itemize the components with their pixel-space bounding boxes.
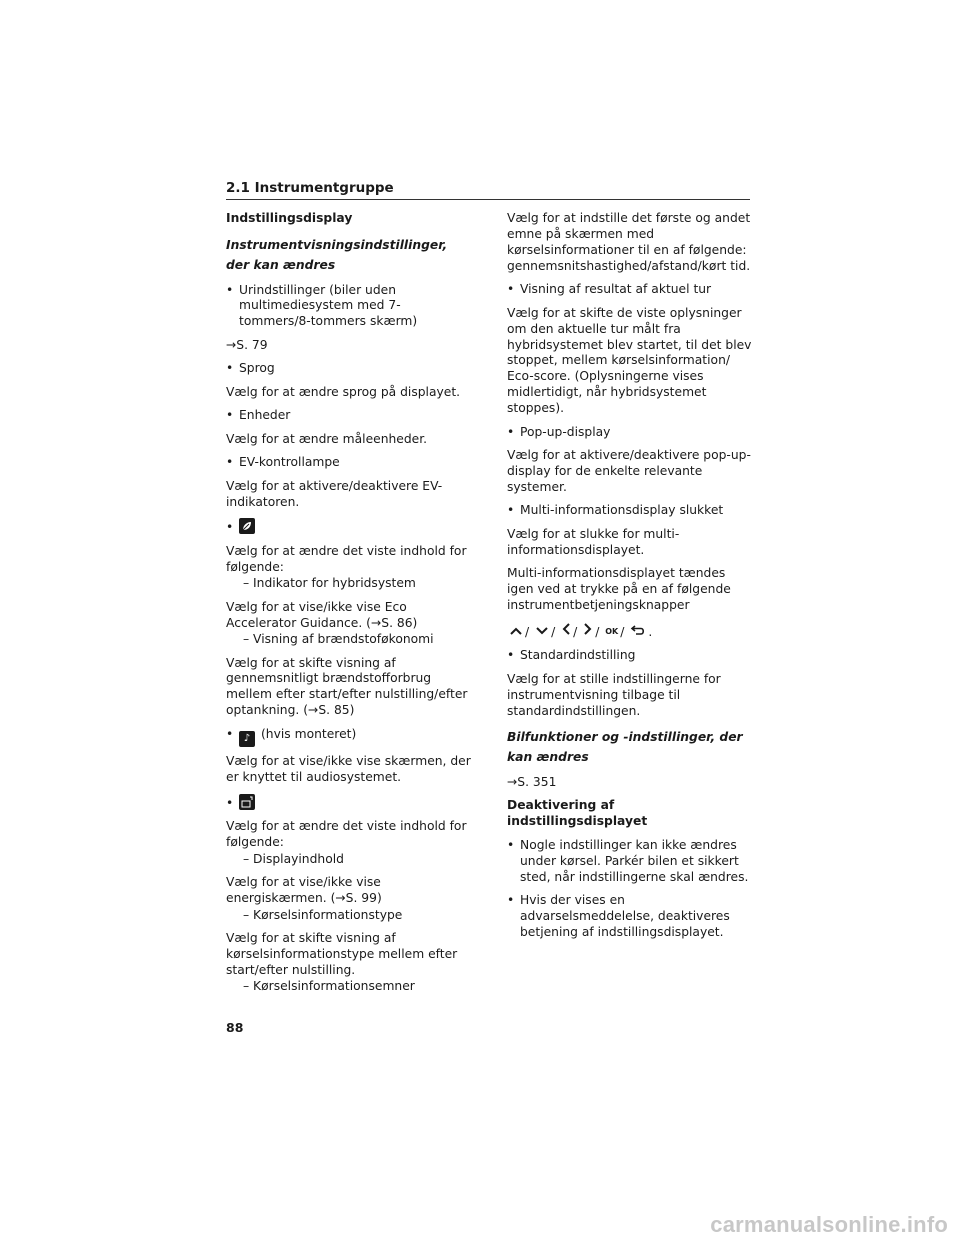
paragraph: Vælg for at ændre det viste indhold for følgende: bbox=[226, 819, 467, 850]
paragraph: Vælg for at stille indstillingerne for instrumentvisning tilbage til standardindstillingen. bbox=[507, 671, 721, 718]
list-item: • Sprog bbox=[226, 361, 275, 376]
paragraph: Vælg for at ændre måleenheder. bbox=[226, 431, 428, 446]
down-arrow-icon bbox=[535, 625, 549, 641]
up-arrow-icon bbox=[509, 625, 523, 641]
back-arrow-icon bbox=[630, 624, 646, 641]
sub-item: – Displayindhold bbox=[243, 851, 344, 866]
paragraph: Vælg for at vise/ikke vise Eco Accelerator Guidance. (→S. 86) bbox=[226, 599, 418, 630]
sub-item: – Kørselsinformationsemner bbox=[243, 979, 415, 994]
list-item: • Hvis der vises en advarselsmeddelelse, deaktiveres betjening af indstillingsdisplayet. bbox=[507, 893, 730, 940]
list-item: • ♪ (hvis monteret) bbox=[226, 727, 472, 747]
paragraph: Multi-informationsdisplayet tændes igen ved at trykke på en af følgende instrumentbetjeningsknapper bbox=[507, 566, 731, 613]
left-arrow-icon bbox=[561, 622, 571, 641]
list-item: • Standardindstilling bbox=[507, 648, 636, 663]
list-item: • Urindstillinger (biler uden multimediesystem med 7-tommers/8-tommers skærm) bbox=[226, 282, 418, 329]
left-column bbox=[226, 211, 472, 1003]
list-item: • Nogle indstillinger kan ikke ændres under kørsel. Parkér bilen et sikkert sted, når indstillingerne skal ændres. bbox=[507, 837, 749, 884]
paragraph: Vælg for at aktivere/deaktivere EV-indikatoren. bbox=[226, 478, 443, 509]
subheading-vehicle-functions: Bilfunktioner og -indstillinger, der kan ændres bbox=[507, 730, 743, 764]
list-item: • bbox=[226, 518, 472, 536]
ok-button-label: OK bbox=[605, 626, 619, 636]
list-item: • Multi-informationsdisplay slukket bbox=[507, 503, 724, 518]
sub-item: – Kørselsinformationstype bbox=[243, 907, 403, 922]
list-item: • Visning af resultat af aktuel tur bbox=[507, 282, 712, 297]
page-reference: →S. 79 bbox=[226, 337, 268, 352]
paragraph: Vælg for at ændre sprog på displayet. bbox=[226, 384, 461, 399]
right-arrow-icon bbox=[583, 622, 593, 641]
paragraph: Vælg for at vise/ikke vise energiskærmen. (→S. 99) bbox=[226, 875, 382, 906]
music-note-icon: ♪ bbox=[239, 731, 255, 747]
list-item: • EV-kontrollampe bbox=[226, 455, 340, 470]
list-item: • Enheder bbox=[226, 408, 291, 423]
energy-screen-icon bbox=[239, 794, 255, 810]
page-number: 88 bbox=[226, 1020, 244, 1035]
section-header: 2.1 Instrumentgruppe bbox=[226, 180, 750, 200]
paragraph: Vælg for at indstille det første og andet emne på skærmen med kørselsinformationer til en af følgende: gennemsnitshastighed/afstand/kørt tid. bbox=[507, 211, 751, 273]
paragraph: Vælg for at ændre det viste indhold for følgende: bbox=[226, 543, 467, 574]
paragraph: Vælg for at skifte visning af gennemsnitligt brændstofforbrug mellem efter start/efter nulstilling/efter optankning. (→S. 85) bbox=[226, 655, 468, 718]
paragraph: Vælg for at vise/ikke vise skærmen, der er knyttet til audiosystemet. bbox=[226, 754, 471, 785]
paragraph: Vælg for at aktivere/deaktivere pop-up-display for de enkelte relevante systemer. bbox=[507, 448, 751, 494]
sub-item: – Visning af brændstoføkonomi bbox=[243, 632, 434, 647]
sub-item: – Indikator for hybridsystem bbox=[243, 576, 416, 591]
paragraph: Vælg for at slukke for multi-informationsdisplayet. bbox=[507, 526, 680, 557]
heading-settings-display: Indstillingsdisplay bbox=[226, 211, 353, 225]
right-column bbox=[507, 211, 753, 949]
paragraph: Vælg for at skifte de viste oplysninger om den aktuelle tur målt fra hybridsystemet blev startet, til det blev stoppet, mellem kørselsinformation/ Eco-score. (Oplysningerne vises midlertidigt, når hybridsystemet stoppes). bbox=[507, 305, 752, 416]
subheading-instrument-settings: Instrumentvisningsindstillinger, der kan ændres bbox=[226, 237, 448, 272]
control-buttons-row: / / / / OK / . bbox=[507, 622, 753, 641]
watermark: carmanualsonline.info bbox=[710, 1212, 948, 1237]
heading-deactivation: Deaktivering af indstillingsdisplayet bbox=[507, 798, 648, 828]
list-item: • bbox=[226, 794, 472, 812]
list-item: • Pop-up-display bbox=[507, 424, 611, 439]
page-reference: →S. 351 bbox=[507, 774, 557, 789]
leaf-icon bbox=[239, 518, 255, 534]
paragraph: Vælg for at skifte visning af kørselsinformationstype mellem efter start/efter nulstilling. bbox=[226, 931, 458, 977]
